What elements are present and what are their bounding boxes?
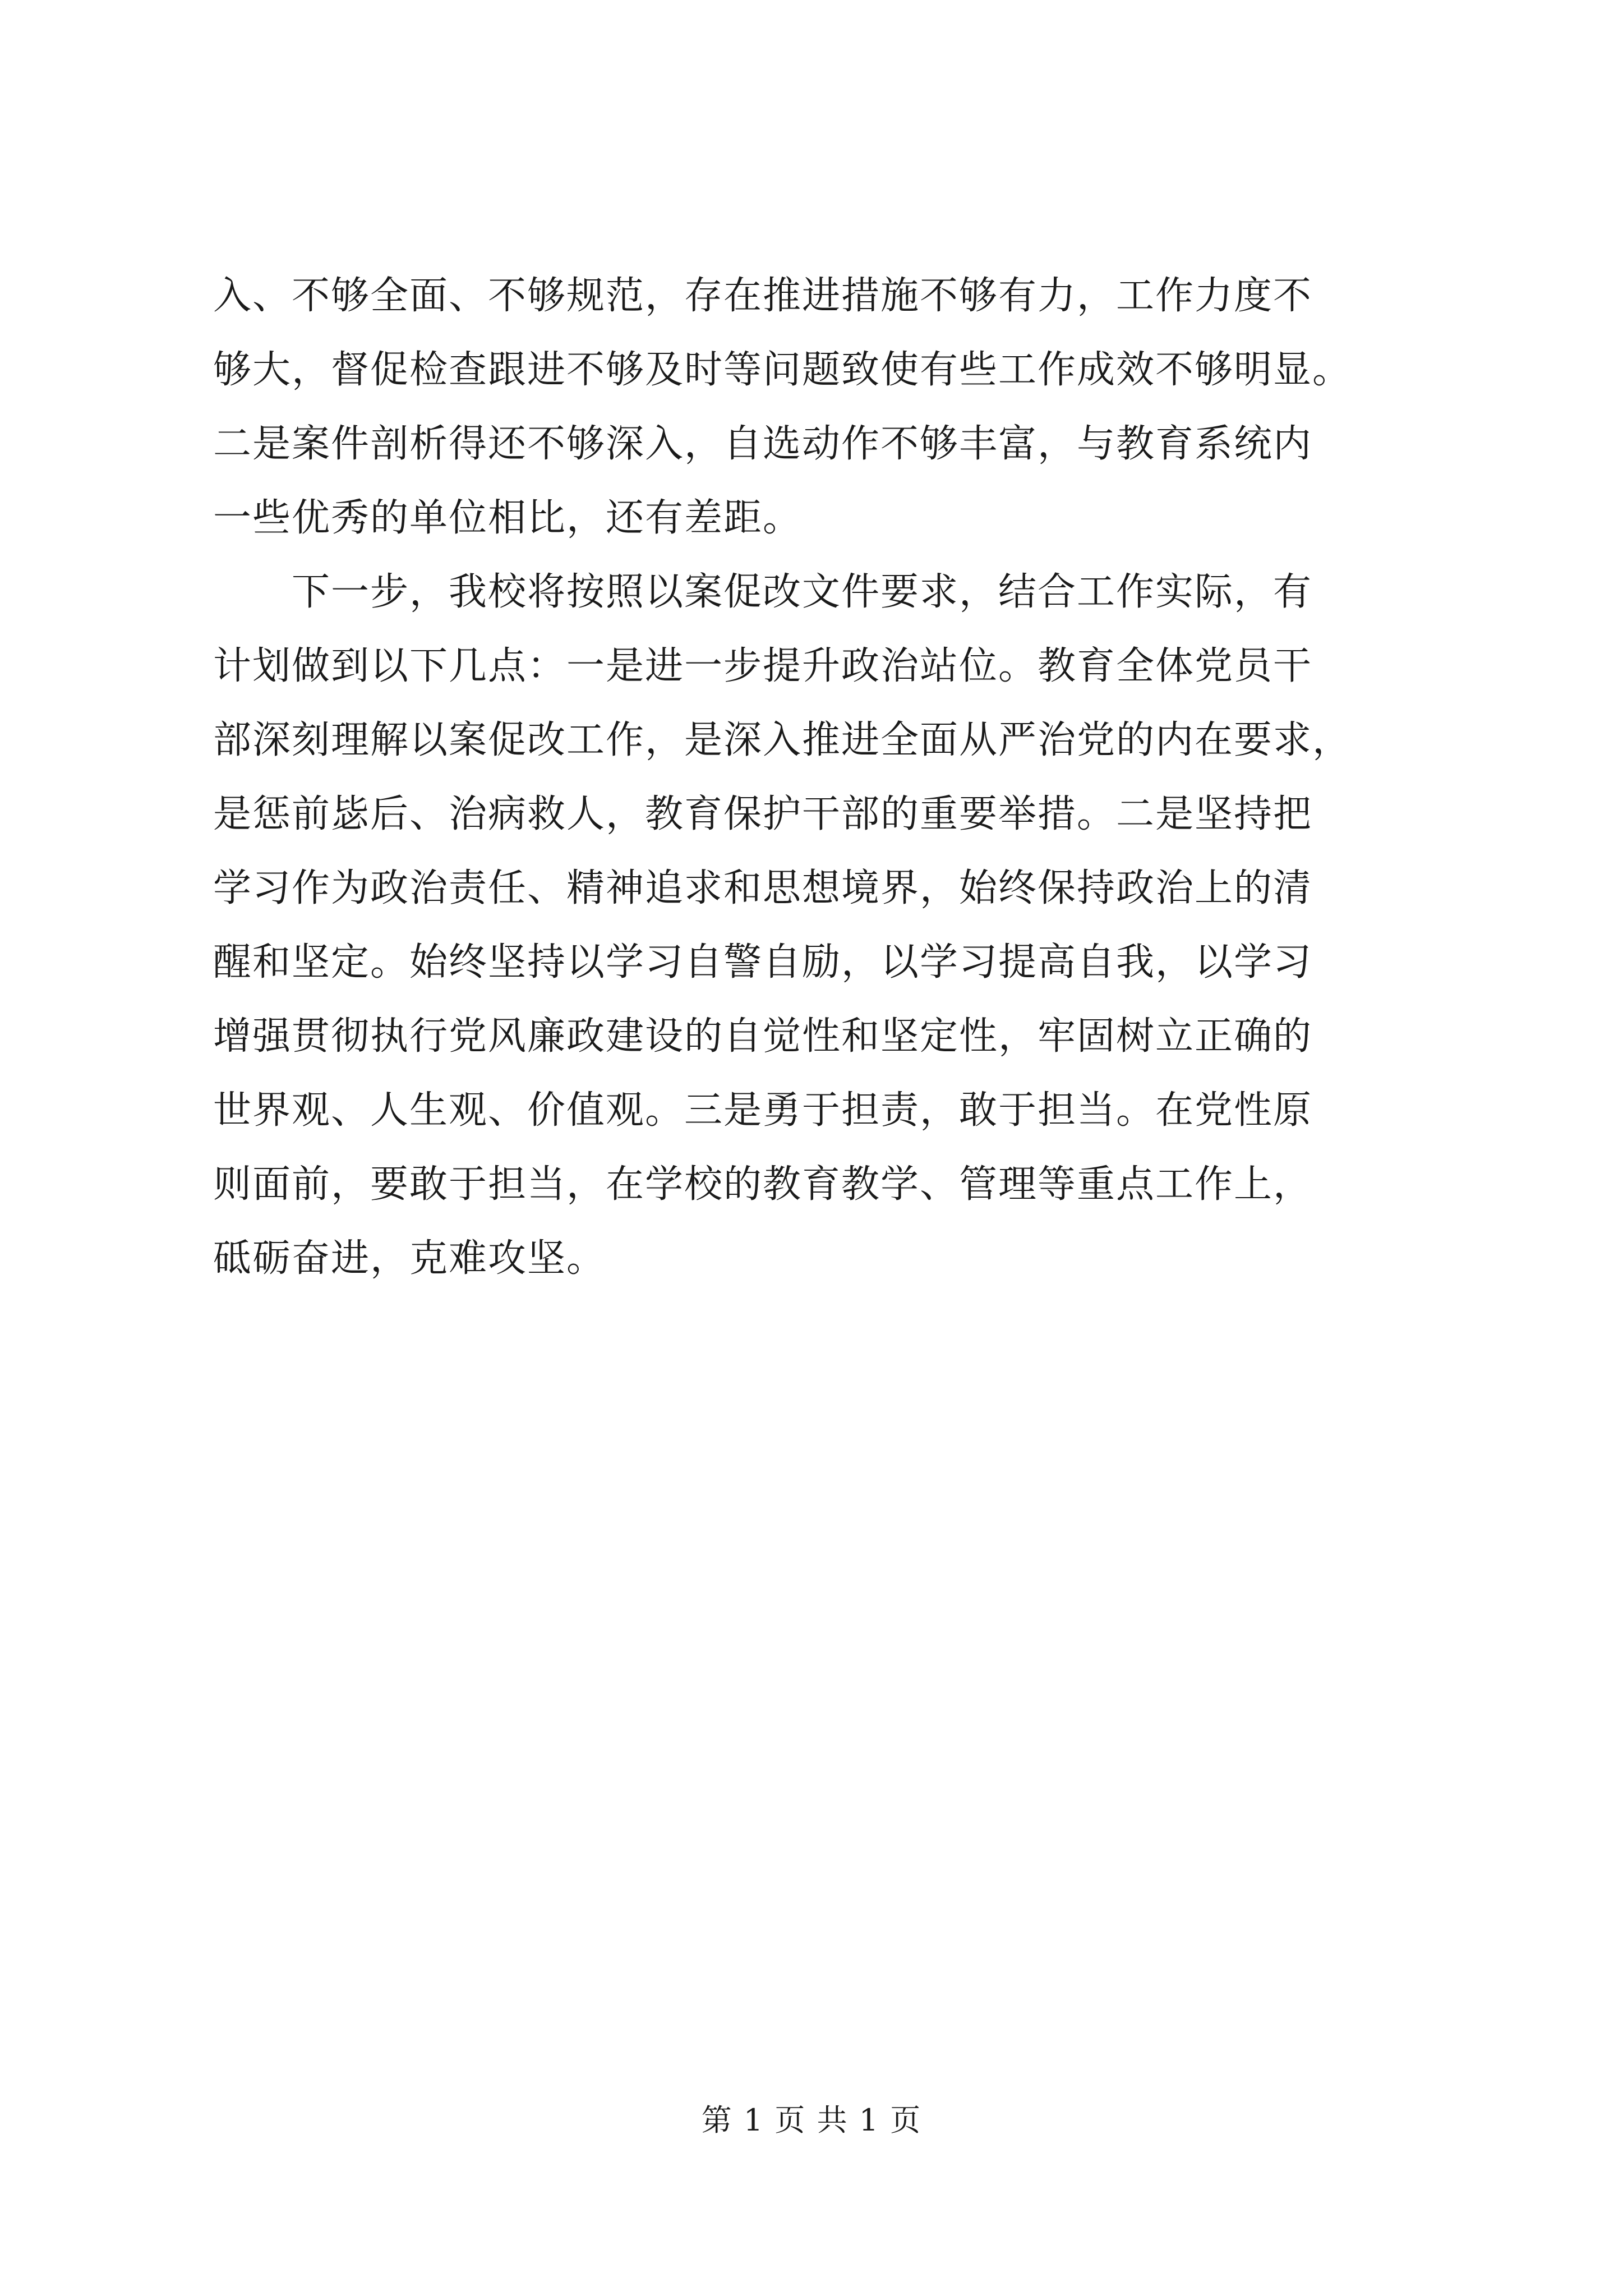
text-line: 一些优秀的单位相比，还有差距。 <box>213 496 803 540</box>
text-line: 醒和坚定。始终坚持以学习自警自励，以学习提高自我，以学习 <box>213 940 1313 984</box>
text-line: 增强贯彻执行党风廉政建设的自觉性和坚定性，牢固树立正确的 <box>213 1014 1313 1059</box>
page-footer <box>0 2098 1623 2143</box>
text-line: 砥砺奋进，克难攻坚。 <box>213 1236 606 1281</box>
text-line: 入、不够全面、不够规范，存在推进措施不够有力，工作力度不 <box>213 274 1313 318</box>
body-text <box>213 259 1419 1296</box>
text-line: 学习作为政治责任、精神追求和思想境界，始终保持政治上的清 <box>213 866 1313 910</box>
text-line: 够大，督促检查跟进不够及时等问题致使有些工作成效不够明显。 <box>213 348 1352 392</box>
text-line: 计划做到以下几点：一是进一步提升政治站位。教育全体党员干 <box>213 644 1313 688</box>
text-line: 是惩前毖后、治病救人，教育保护干部的重要举措。二是坚持把 <box>213 792 1313 836</box>
text-line: 世界观、人生观、价值观。三是勇于担责，敢于担当。在党性原 <box>213 1088 1313 1133</box>
text-line: 部深刻理解以案促改工作，是深入推进全面从严治党的内在要求， <box>213 718 1352 762</box>
page-number-label: 第 1 页 共 1 页 <box>701 2102 922 2138</box>
text-line: 则面前，要敢于担当，在学校的教育教学、管理等重点工作上， <box>213 1162 1313 1207</box>
text-line: 下一步，我校将按照以案促改文件要求，结合工作实际，有 <box>213 570 1313 614</box>
text-line: 二是案件剖析得还不够深入，自选动作不够丰富，与教育系统内 <box>213 422 1313 466</box>
